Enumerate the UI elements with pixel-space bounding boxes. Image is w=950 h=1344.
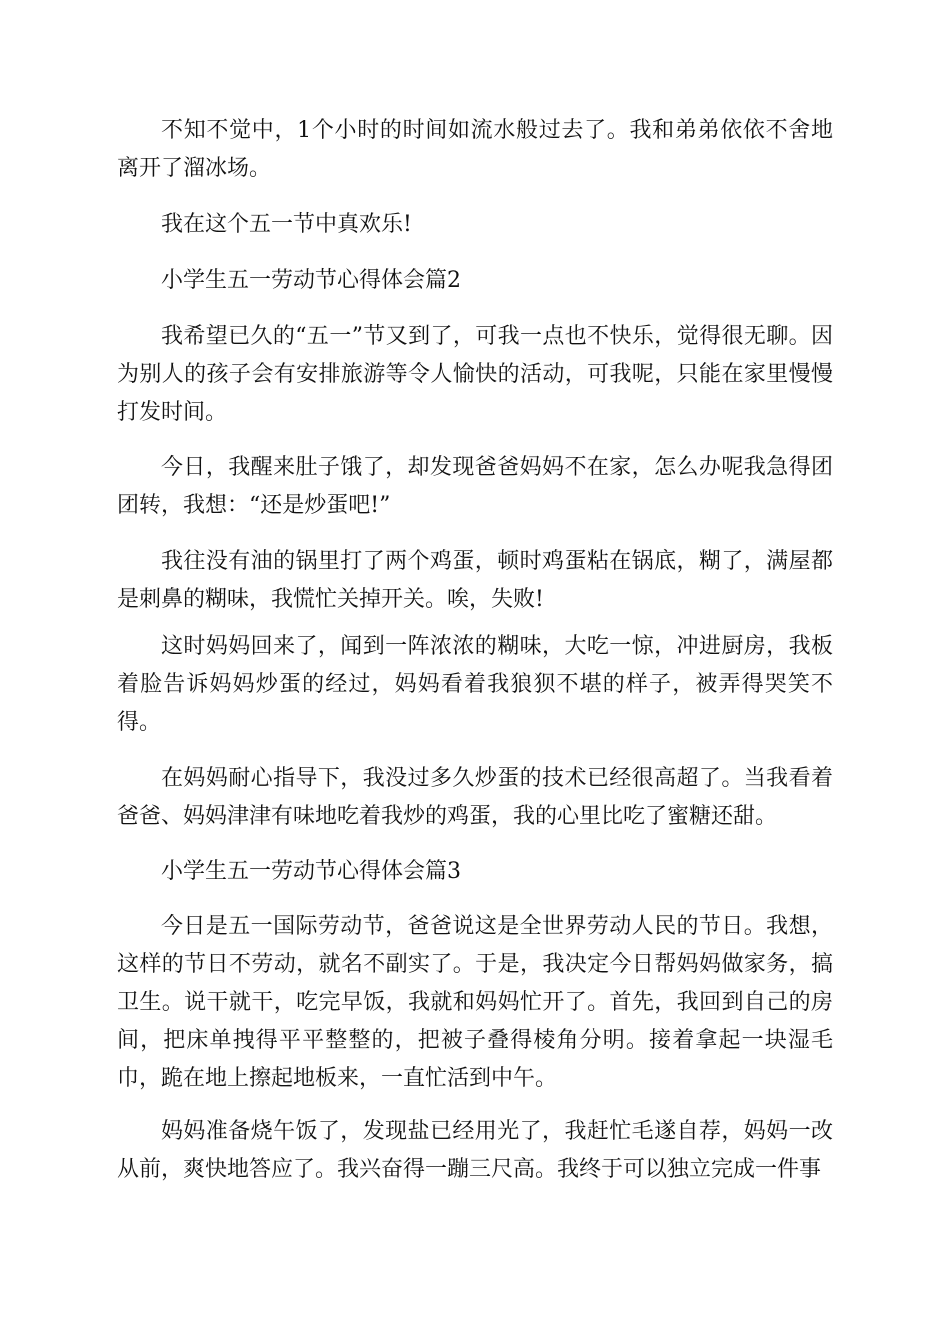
paragraph-hungry-morning: 今日，我醒来肚子饿了，却发现爸爸妈妈不在家，怎么办呢我急得团团转，我想：“还是炒蛋吧!” <box>117 455 833 518</box>
paragraph-cooking-success: 在妈妈耐心指导下，我没过多久炒蛋的技术已经很高超了。当我看着爸爸、妈妈津津有味地吃着我炒的鸡蛋，我的心里比吃了蜜糖还甜。 <box>117 766 833 829</box>
paragraph-mother-returns: 这时妈妈回来了，闻到一阵浓浓的糊味，大吃一惊，冲进厨房，我板着脸告诉妈妈炒蛋的经过，妈妈看着我狼狈不堪的样子，被弄得哭笑不得。 <box>117 634 833 735</box>
paragraph-happy-may-day: 我在这个五一节中真欢乐! <box>161 212 412 237</box>
paragraph-ice-rink-ending: 不知不觉中，1个小时的时间如流水般过去了。我和弟弟依依不舍地离开了溜冰场。 <box>117 118 833 181</box>
paragraph-burnt-eggs: 我往没有油的锅里打了两个鸡蛋，顿时鸡蛋粘在锅底，糊了，满屋都是刺鼻的糊味，我慌忙关掉开关。唉，失败! <box>117 549 833 612</box>
section-heading-part-2: 小学生五一劳动节心得体会篇2 <box>161 268 461 293</box>
section-heading-part-3: 小学生五一劳动节心得体会篇3 <box>161 859 461 884</box>
paragraph-buying-salt: 妈妈准备烧午饭了，发现盐已经用光了，我赶忙毛遂自荐，妈妈一改从前，爽快地答应了。我兴奋得一蹦三尺高。我终于可以独立完成一件事 <box>117 1119 833 1182</box>
paragraph-bored-holiday: 我希望已久的“五一”节又到了，可我一点也不快乐，觉得很无聊。因为别人的孩子会有安排旅游等令人愉快的活动，可我呢，只能在家里慢慢打发时间。 <box>117 324 833 425</box>
paragraph-labor-day-chores: 今日是五一国际劳动节，爸爸说这是全世界劳动人民的节日。我想，这样的节日不劳动，就名不副实了。于是，我决定今日帮妈妈做家务，搞卫生。说干就干，吃完早饭，我就和妈妈忙开了。首先，我回到自己的房间，把床单拽得平平整整的，把被子叠得棱角分明。接着拿起一块湿毛巾，跪在地上擦起地板来，一直忙活到中午。 <box>117 914 833 1091</box>
